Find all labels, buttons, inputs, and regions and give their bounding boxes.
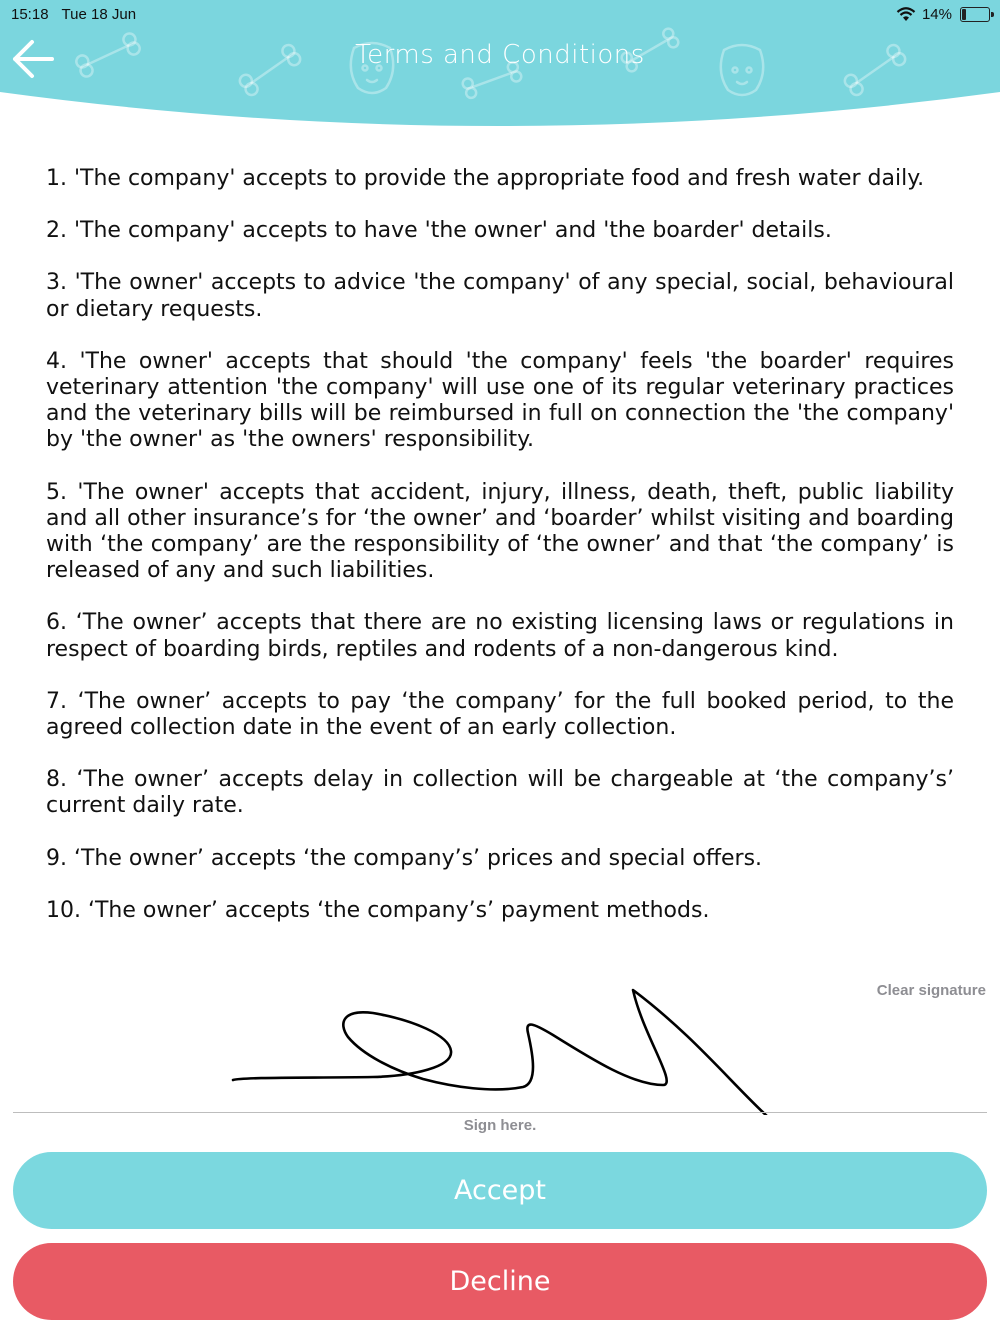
battery-percent: 14% (921, 5, 952, 23)
term-item: 10. ‘The owner’ accepts ‘the company’s’ payment methods. (46, 897, 710, 923)
header (0, 0, 1000, 130)
term-item: 1. 'The company' accepts to provide the appropriate food and fresh water daily. (46, 166, 925, 191)
term-item: 7. ‘The owner’ accepts to pay ‘the company’ for the full booked period, to the agreed collection date in the event of an early collection. (46, 688, 954, 741)
signature-line (13, 1112, 987, 1113)
status-bar (0, 0, 1000, 28)
accept-button[interactable]: Accept (13, 1152, 987, 1229)
term-item: 9. ‘The owner’ accepts ‘the company’s’ prices and special offers. (46, 845, 763, 871)
signature-pad[interactable] (13, 975, 987, 1115)
term-item: 5. 'The owner' accepts that accident, injury, illness, death, theft, public liability and all other insurance’s for ‘the owner’ and ‘boarder’ whilst visiting and boarding with ‘the company’ are the responsibility of ‘the owner’ and that ‘the company’ is released of any and such liabilities. (46, 479, 954, 584)
term-item: 8. ‘The owner’ accepts delay in collection will be chargeable at ‘the company’s’ current daily rate. (46, 767, 954, 819)
term-item: 4. 'The owner' accepts that should 'the company' feels 'the boarder' requires veterinary attention 'the company' will use one of its regular veterinary practices and the veterinary bills will be reimbursed in full on connection the 'the company' by 'the owner' as 'the owners' responsibility. (46, 348, 954, 453)
wifi-icon (896, 7, 916, 22)
terms-scroll-view[interactable] (46, 166, 954, 971)
status-date: Tue 18 Jun (61, 5, 137, 23)
term-item: 6. ‘The owner’ accepts that there are no existing licensing laws or regulations in respect of boarding birds, reptiles and rodents of a non-dangerous kind. (46, 610, 954, 662)
page-title: Terms and Conditions (355, 40, 645, 70)
signature-stroke (13, 975, 987, 1115)
sign-here-label: Sign here. (463, 1117, 537, 1134)
term-item: 2. 'The company' accepts to have 'the owner' and 'the boarder' details. (46, 218, 832, 244)
clear-signature-button[interactable]: Clear signature (876, 982, 986, 999)
battery-level (962, 9, 966, 20)
term-item: 3. 'The owner' accepts to advice 'the company' of any special, social, behavioural or dietary requests. (46, 270, 954, 322)
battery-icon (960, 7, 990, 22)
status-time: 15:18 (11, 5, 49, 23)
decline-button[interactable]: Decline (13, 1243, 987, 1320)
